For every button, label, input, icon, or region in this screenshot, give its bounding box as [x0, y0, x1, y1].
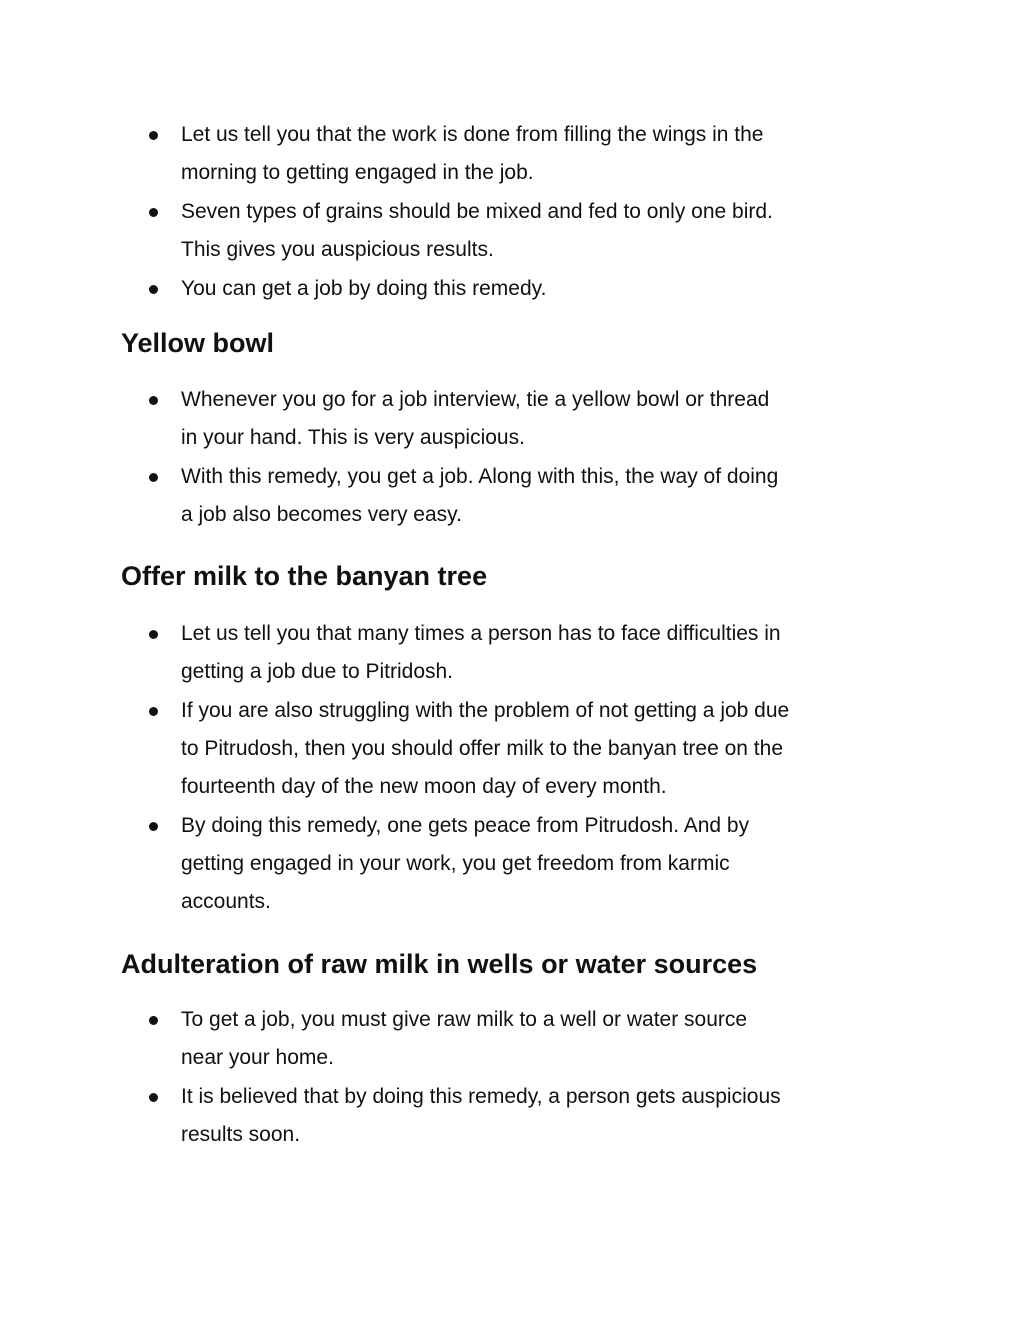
list-item-text: Whenever you go for a job interview, tie a yellow bowl or thread in your hand. This is very auspicious.: [181, 388, 770, 449]
list-item-text: It is believed that by doing this remedy, a person gets auspicious results soon.: [181, 1085, 781, 1146]
bullet-icon: [149, 630, 158, 639]
list-item: [181, 193, 921, 269]
yellow-bowl-bullet-list: [121, 381, 921, 534]
list-item-text: Seven types of grains should be mixed and fed to only one bird. This gives you auspicious results.: [181, 200, 773, 261]
list-item-text: Let us tell you that the work is done from filling the wings in the morning to getting engaged in the job.: [181, 123, 764, 184]
bullet-icon: [149, 285, 158, 294]
list-item: [181, 807, 921, 921]
list-item: [181, 692, 921, 806]
list-item-text: Let us tell you that many times a person has to face difficulties in getting a job due to Pitridosh.: [181, 622, 781, 683]
list-item-text: If you are also struggling with the problem of not getting a job due to Pitrudosh, then you should offer milk to the banyan tree on the fourteenth day of the new moon day of every month.: [181, 699, 790, 798]
bullet-icon: [149, 1093, 158, 1102]
list-item: [181, 381, 921, 457]
intro-bullet-list: [121, 116, 921, 308]
list-item: [181, 116, 921, 192]
bullet-icon: [149, 707, 158, 716]
list-item-text: With this remedy, you get a job. Along with this, the way of doing a job also becomes very easy.: [181, 465, 779, 526]
list-item: [181, 270, 921, 308]
bullet-icon: [149, 208, 158, 217]
bullet-icon: [149, 396, 158, 405]
banyan-tree-bullet-list: [121, 615, 921, 921]
section-heading-raw-milk-wells: Adulteration of raw milk in wells or water sources: [121, 949, 758, 979]
bullet-icon: [149, 822, 158, 831]
list-item-text: You can get a job by doing this remedy.: [181, 277, 547, 300]
list-item-text: By doing this remedy, one gets peace from Pitrudosh. And by getting engaged in your work, you get freedom from karmic accounts.: [181, 814, 750, 913]
list-item: [181, 1001, 921, 1077]
list-item-text: To get a job, you must give raw milk to a well or water source near your home.: [181, 1008, 748, 1069]
document-content: [121, 116, 921, 1155]
bullet-icon: [149, 1016, 158, 1025]
raw-milk-bullet-list: [121, 1001, 921, 1154]
section-heading-yellow-bowl: Yellow bowl: [121, 328, 275, 358]
section-heading-banyan-tree: Offer milk to the banyan tree: [121, 561, 488, 591]
list-item: [181, 615, 921, 691]
bullet-icon: [149, 473, 158, 482]
bullet-icon: [149, 131, 158, 140]
list-item: [181, 1078, 921, 1154]
list-item: [181, 458, 921, 534]
